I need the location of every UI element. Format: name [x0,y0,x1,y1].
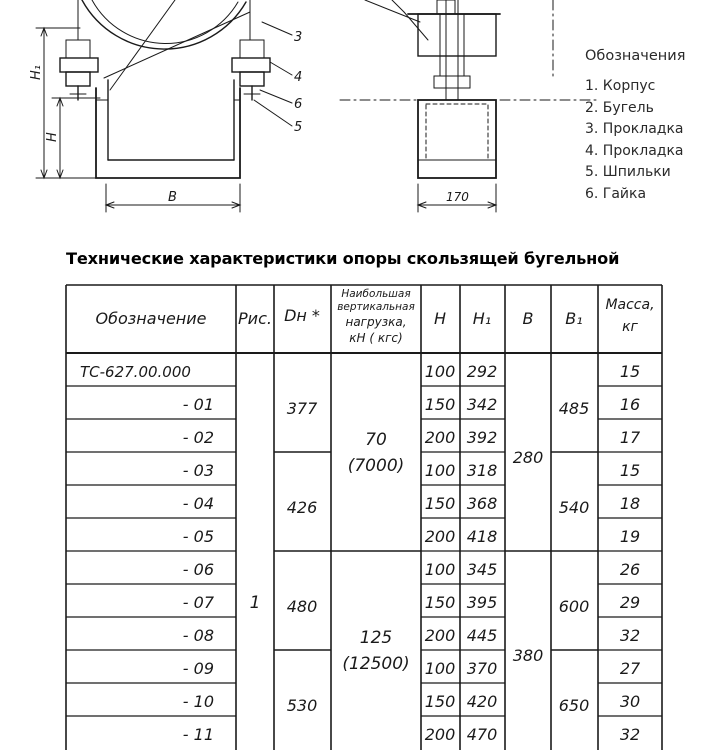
legend-item-gasket-2: 4. Прокладка [585,142,684,159]
spec-table [0,275,728,750]
header-fig: Рис. [238,309,272,328]
legend-title: Обозначения [585,48,686,64]
h1-cell: 420 [466,692,498,711]
h1-cell: 368 [466,494,498,513]
header-mass-1: Масса, [605,297,655,313]
legend-item-gasket: 3. Прокладка [585,121,684,138]
dn-cell: 530 [286,696,318,715]
b1-cell: 485 [558,399,590,418]
header-designation: Обозначение [95,309,207,328]
mass-cell: 19 [619,527,641,546]
callout-5: 5 [294,120,303,135]
designation-cell: - 07 [182,593,214,612]
callout-4: 4 [294,70,303,85]
side-view [340,0,600,212]
designation-cell: - 06 [182,560,214,579]
legend [585,48,685,206]
pipe-clamp-view [60,0,270,178]
h-cell: 200 [424,527,456,546]
h1-cell: 470 [466,725,498,744]
h1-cell: 445 [466,626,498,645]
dn-cell: 426 [286,498,318,517]
designation-cell: - 08 [182,626,214,645]
mass-cell: 32 [619,725,641,744]
load-cell: (12500) [342,654,410,674]
designation-cell: ТС-627.00.000 [80,363,191,381]
h1-cell: 318 [466,461,498,480]
h-cell: 150 [424,494,456,513]
designation-cell: - 01 [182,395,214,414]
h-cell: 150 [424,395,456,414]
callout-3: 3 [294,30,303,45]
dim-b: B [168,190,177,205]
dim-h1: H₁ [29,65,44,80]
mass-cell: 32 [619,626,641,645]
b1-cell: 540 [558,498,590,517]
b-cell: 380 [512,646,544,665]
legend-item-housing: 1. Корпус [585,78,656,94]
load-cell: 125 [359,628,393,648]
header-mass-2: кг [622,319,638,335]
header-h1: H₁ [472,309,492,328]
designation-cell: - 03 [182,461,214,480]
mass-cell: 30 [619,692,641,711]
h1-cell: 392 [466,428,498,447]
legend-item-studs: 5. Шпильки [585,164,671,181]
designation-cell: - 04 [182,494,214,513]
h-cell: 100 [424,659,456,678]
designation-cell: - 05 [182,527,214,546]
header-load-1: Наибольшая [341,288,411,300]
b1-cell: 650 [558,696,590,715]
table-grid [66,285,662,750]
header-h: H [433,309,447,328]
h-cell: 150 [424,593,456,612]
mass-cell: 27 [619,659,641,678]
fig-cell: 1 [249,593,261,613]
b1-cell: 600 [558,597,590,616]
header-dn: Dн * [284,306,320,325]
mass-cell: 15 [619,461,641,480]
designation-cell: - 11 [182,725,214,744]
h1-cell: 292 [466,362,498,381]
header-load-3: нагрузка, [345,315,407,329]
dn-cell: 480 [286,597,318,616]
mass-cell: 26 [619,560,641,579]
mass-cell: 29 [619,593,641,612]
header-load-2: вертикальная [337,301,415,313]
h1-cell: 418 [466,527,498,546]
h-cell: 100 [424,362,456,381]
h1-cell: 345 [466,560,498,579]
mass-cell: 17 [619,428,641,447]
dn-cell: 377 [286,399,318,418]
dim-h: H [45,132,60,142]
h-cell: 100 [424,560,456,579]
header-load-4: кН ( кгс) [349,331,403,345]
header-b: B [522,309,534,328]
b-cell: 280 [512,448,544,467]
mass-cell: 15 [619,362,641,381]
dim-170: 170 [446,190,469,204]
h1-cell: 370 [466,659,498,678]
callout-6: 6 [294,97,303,112]
designation-cell: - 10 [182,692,214,711]
h-cell: 200 [424,626,456,645]
load-cell: 70 [365,430,387,450]
h-cell: 200 [424,428,456,447]
h-cell: 200 [424,725,456,744]
h-cell: 100 [424,461,456,480]
h1-cell: 395 [466,593,498,612]
designation-cell: - 02 [182,428,214,447]
h-cell: 150 [424,692,456,711]
legend-item-nut: 6. Гайка [585,185,647,202]
table-title: Технические характеристики опоры скользящей бугельной [66,249,620,268]
designation-cell: - 09 [182,659,214,678]
header-b1: B₁ [565,309,583,328]
mass-cell: 18 [619,494,641,513]
load-cell: (7000) [347,456,405,476]
mass-cell: 16 [619,395,641,414]
legend-item-clamp: 2. Бугель [585,99,654,116]
h1-cell: 342 [466,395,498,414]
